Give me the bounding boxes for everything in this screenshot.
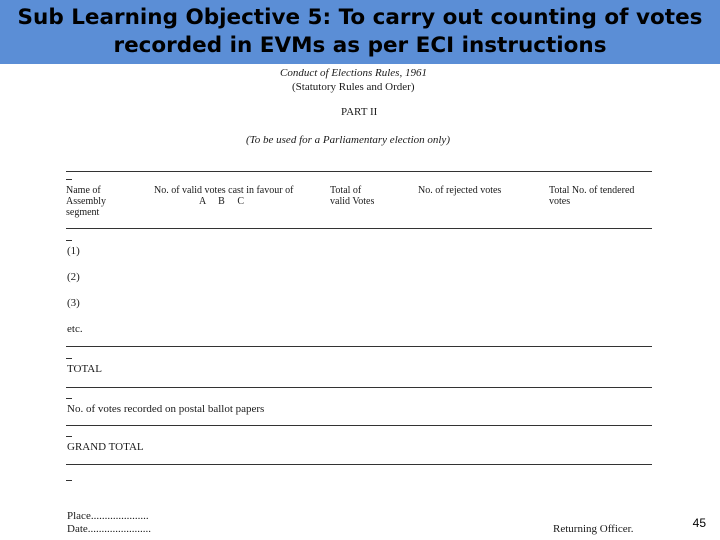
- col-rejected: No. of rejected votes: [418, 185, 502, 196]
- divider: [66, 387, 652, 388]
- divider: [66, 228, 652, 229]
- total-label: TOTAL: [67, 363, 102, 375]
- part-heading: PART II: [341, 106, 378, 118]
- place-field: Place.....................: [67, 510, 149, 522]
- col-tendered-line2: votes: [549, 196, 571, 207]
- col-name-line2: Assembly: [66, 196, 106, 207]
- divider: [66, 425, 652, 426]
- divider: [66, 358, 72, 359]
- returning-officer-label: Returning Officer.: [553, 523, 634, 535]
- divider: [66, 464, 652, 465]
- divider: [66, 480, 72, 481]
- header-order: (Statutory Rules and Order): [292, 81, 415, 93]
- slide-title-line2: recorded in EVMs as per ECI instructions: [113, 33, 607, 58]
- divider: [66, 240, 72, 241]
- col-total-valid-line2: valid Votes: [330, 196, 375, 207]
- col-valid-votes-line2: A B C: [199, 196, 245, 207]
- col-tendered-line1: Total No. of tendered: [549, 185, 635, 196]
- col-name-line1: Name of: [66, 185, 101, 196]
- col-valid-votes-line1: No. of valid votes cast in favour of: [154, 185, 294, 196]
- slide-title-banner: [0, 0, 720, 64]
- row-label: (2): [67, 271, 80, 283]
- divider: [66, 346, 652, 347]
- page-number: 45: [692, 516, 706, 530]
- usage-note: (To be used for a Parliamentary election only): [246, 134, 450, 146]
- row-label: (1): [67, 245, 80, 257]
- col-name-line3: segment: [66, 207, 100, 218]
- postal-label: No. of votes recorded on postal ballot papers: [67, 403, 265, 415]
- divider: [66, 398, 72, 399]
- grand-total-label: GRAND TOTAL: [67, 441, 144, 453]
- row-label: (3): [67, 297, 80, 309]
- col-total-valid-line1: Total of: [330, 185, 362, 196]
- slide-title-line1: Sub Learning Objective 5: To carry out counting of votes: [17, 5, 703, 30]
- row-label: etc.: [67, 323, 83, 335]
- divider: [66, 179, 72, 180]
- date-field: Date.......................: [67, 523, 152, 535]
- header-rules: Conduct of Elections Rules, 1961: [280, 67, 427, 79]
- divider: [66, 171, 652, 172]
- divider: [66, 436, 72, 437]
